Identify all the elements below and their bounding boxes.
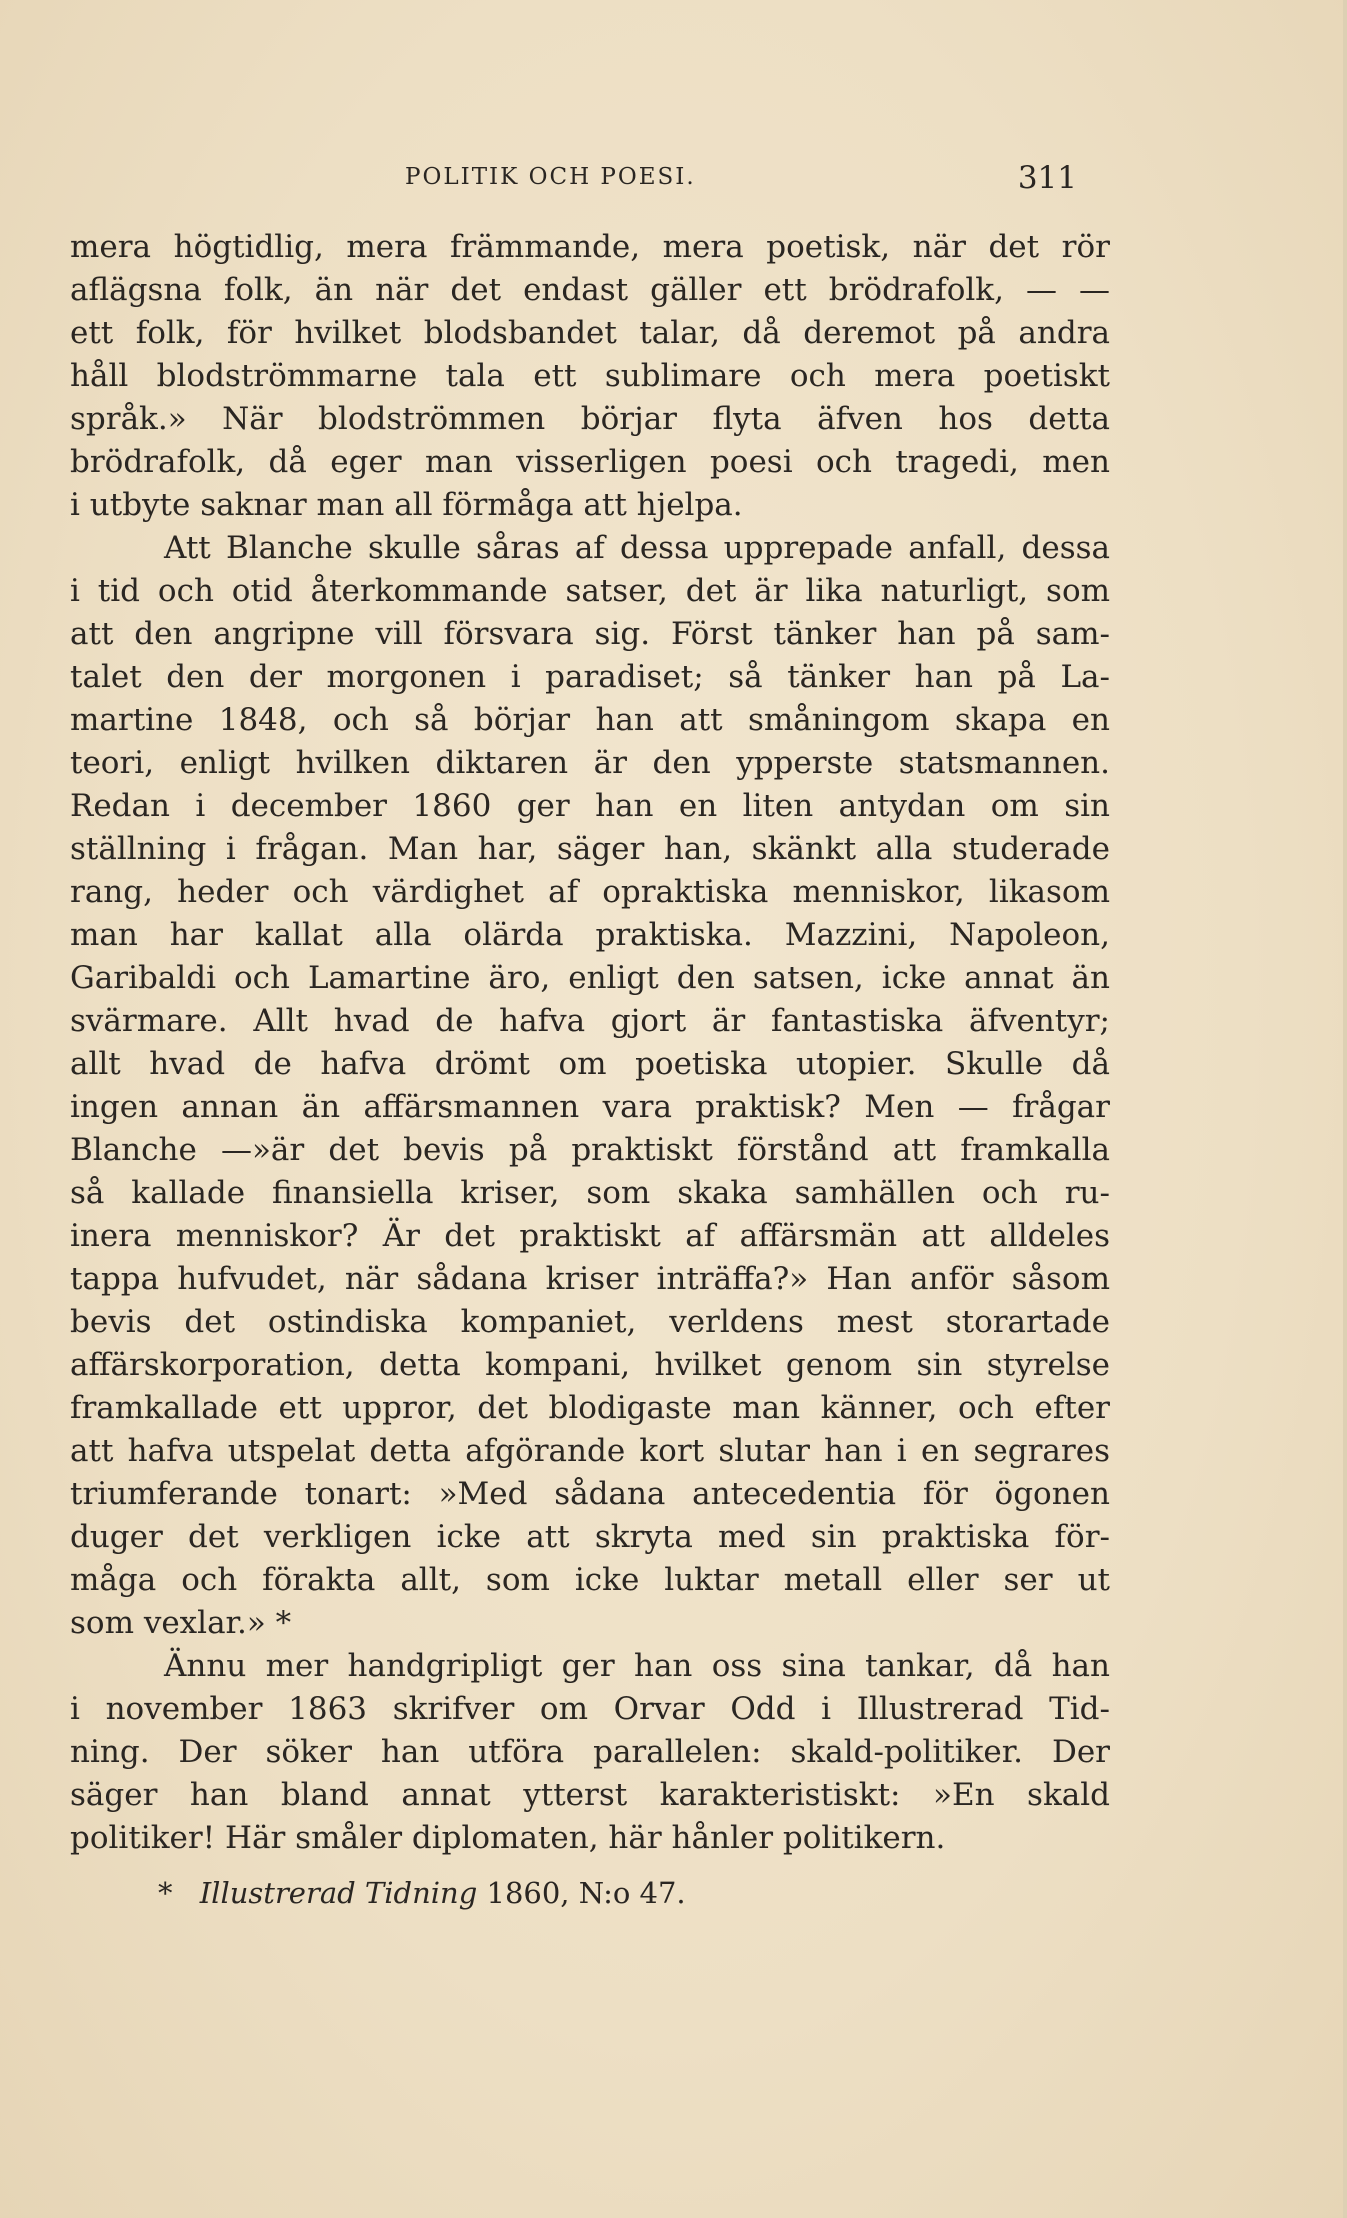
text-line: affärskorporation, detta kompani, hvilket genom sin styrelse <box>70 1347 1110 1383</box>
text-line: ett folk, för hvilket blodsbandet talar, då deremot på andra <box>70 315 1110 351</box>
text-line: brödrafolk, då eger man visserligen poesi och tragedi, men <box>70 444 1110 480</box>
text-line: mera högtidlig, mera främmande, mera poetisk, när det rör <box>70 229 1110 265</box>
body-text <box>70 226 1110 1860</box>
text-line: som vexlar.» * <box>70 1605 292 1641</box>
text-line: ingen annan än affärsmannen vara praktisk? Men — frågar <box>70 1089 1110 1125</box>
text-line: man har kallat alla olärda praktiska. Mazzini, Napoleon, <box>70 917 1110 953</box>
footnote <box>158 1876 686 1910</box>
paragraph-start-line: Ännu mer handgripligt ger han oss sina tankar, då han <box>164 1648 1110 1684</box>
text-line: svärmare. Allt hvad de hafva gjort är fantastiska äfventyr; <box>70 1003 1110 1039</box>
text-line: i utbyte saknar man all förmåga att hjelpa. <box>70 487 743 523</box>
text-line: aflägsna folk, än när det endast gäller ett brödrafolk, — — <box>70 272 1110 308</box>
text-line: i november 1863 skrifver om Orvar Odd i Illustrerad Tid- <box>70 1691 1110 1727</box>
text-line: allt hvad de hafva drömt om poetiska utopier. Skulle då <box>70 1046 1110 1082</box>
text-line: martine 1848, och så börjar han att småningom skapa en <box>70 702 1110 738</box>
footnote-marker: * <box>158 1876 173 1910</box>
running-title: POLITIK OCH POESI. <box>405 164 696 190</box>
text-line: inera menniskor? Är det praktiskt af affärsmän att alldeles <box>70 1218 1110 1254</box>
text-line: teori, enligt hvilken diktaren är den ypperste statsmannen. <box>70 745 1110 781</box>
text-line: ning. Der söker han utföra parallelen: skald-politiker. Der <box>70 1734 1110 1770</box>
text-line: ställning i frågan. Man har, säger han, skänkt alla studerade <box>70 831 1110 867</box>
page-edge <box>1343 0 1347 2218</box>
text-line: Garibaldi och Lamartine äro, enligt den satsen, icke annat än <box>70 960 1110 996</box>
page-number: 311 <box>1017 160 1077 196</box>
text-line: triumferande tonart: »Med sådana antecedentia för ögonen <box>70 1476 1110 1512</box>
text-line: håll blodströmmarne tala ett sublimare och mera poetiskt <box>70 358 1110 394</box>
text-line: Redan i december 1860 ger han en liten antydan om sin <box>70 788 1110 824</box>
text-line: duger det verkligen icke att skryta med sin praktiska för- <box>70 1519 1110 1555</box>
paragraph-start-line: Att Blanche skulle såras af dessa upprepade anfall, dessa <box>164 530 1110 566</box>
text-line: framkallade ett uppror, det blodigaste man känner, och efter <box>70 1390 1110 1426</box>
text-line: politiker! Här småler diplomaten, här hånler politikern. <box>70 1820 946 1856</box>
text-line: i tid och otid återkommande satser, det är lika naturligt, som <box>70 573 1110 609</box>
text-line: så kallade finansiella kriser, som skaka samhällen och ru- <box>70 1175 1110 1211</box>
footnote-detail: 1860, N:o 47. <box>486 1876 686 1910</box>
text-line: språk.» När blodströmmen börjar flyta äfven hos detta <box>70 401 1110 437</box>
footnote-source: Illustrerad Tidning <box>199 1876 478 1910</box>
text-line: att den angripne vill försvara sig. Först tänker han på sam- <box>70 616 1110 652</box>
text-line: talet den der morgonen i paradiset; så tänker han på La- <box>70 659 1110 695</box>
text-line: att hafva utspelat detta afgörande kort slutar han i en segrares <box>70 1433 1110 1469</box>
text-line: säger han bland annat ytterst karakteristiskt: »En skald <box>70 1777 1110 1813</box>
text-line: Blanche —»är det bevis på praktiskt förstånd att framkalla <box>70 1132 1110 1168</box>
text-line: måga och förakta allt, som icke luktar metall eller ser ut <box>70 1562 1110 1598</box>
text-line: tappa hufvudet, när sådana kriser inträffa?» Han anför såsom <box>70 1261 1110 1297</box>
running-header <box>405 160 1077 204</box>
text-line: bevis det ostindiska kompaniet, verldens mest storartade <box>70 1304 1110 1340</box>
text-line: rang, heder och värdighet af opraktiska menniskor, likasom <box>70 874 1110 910</box>
